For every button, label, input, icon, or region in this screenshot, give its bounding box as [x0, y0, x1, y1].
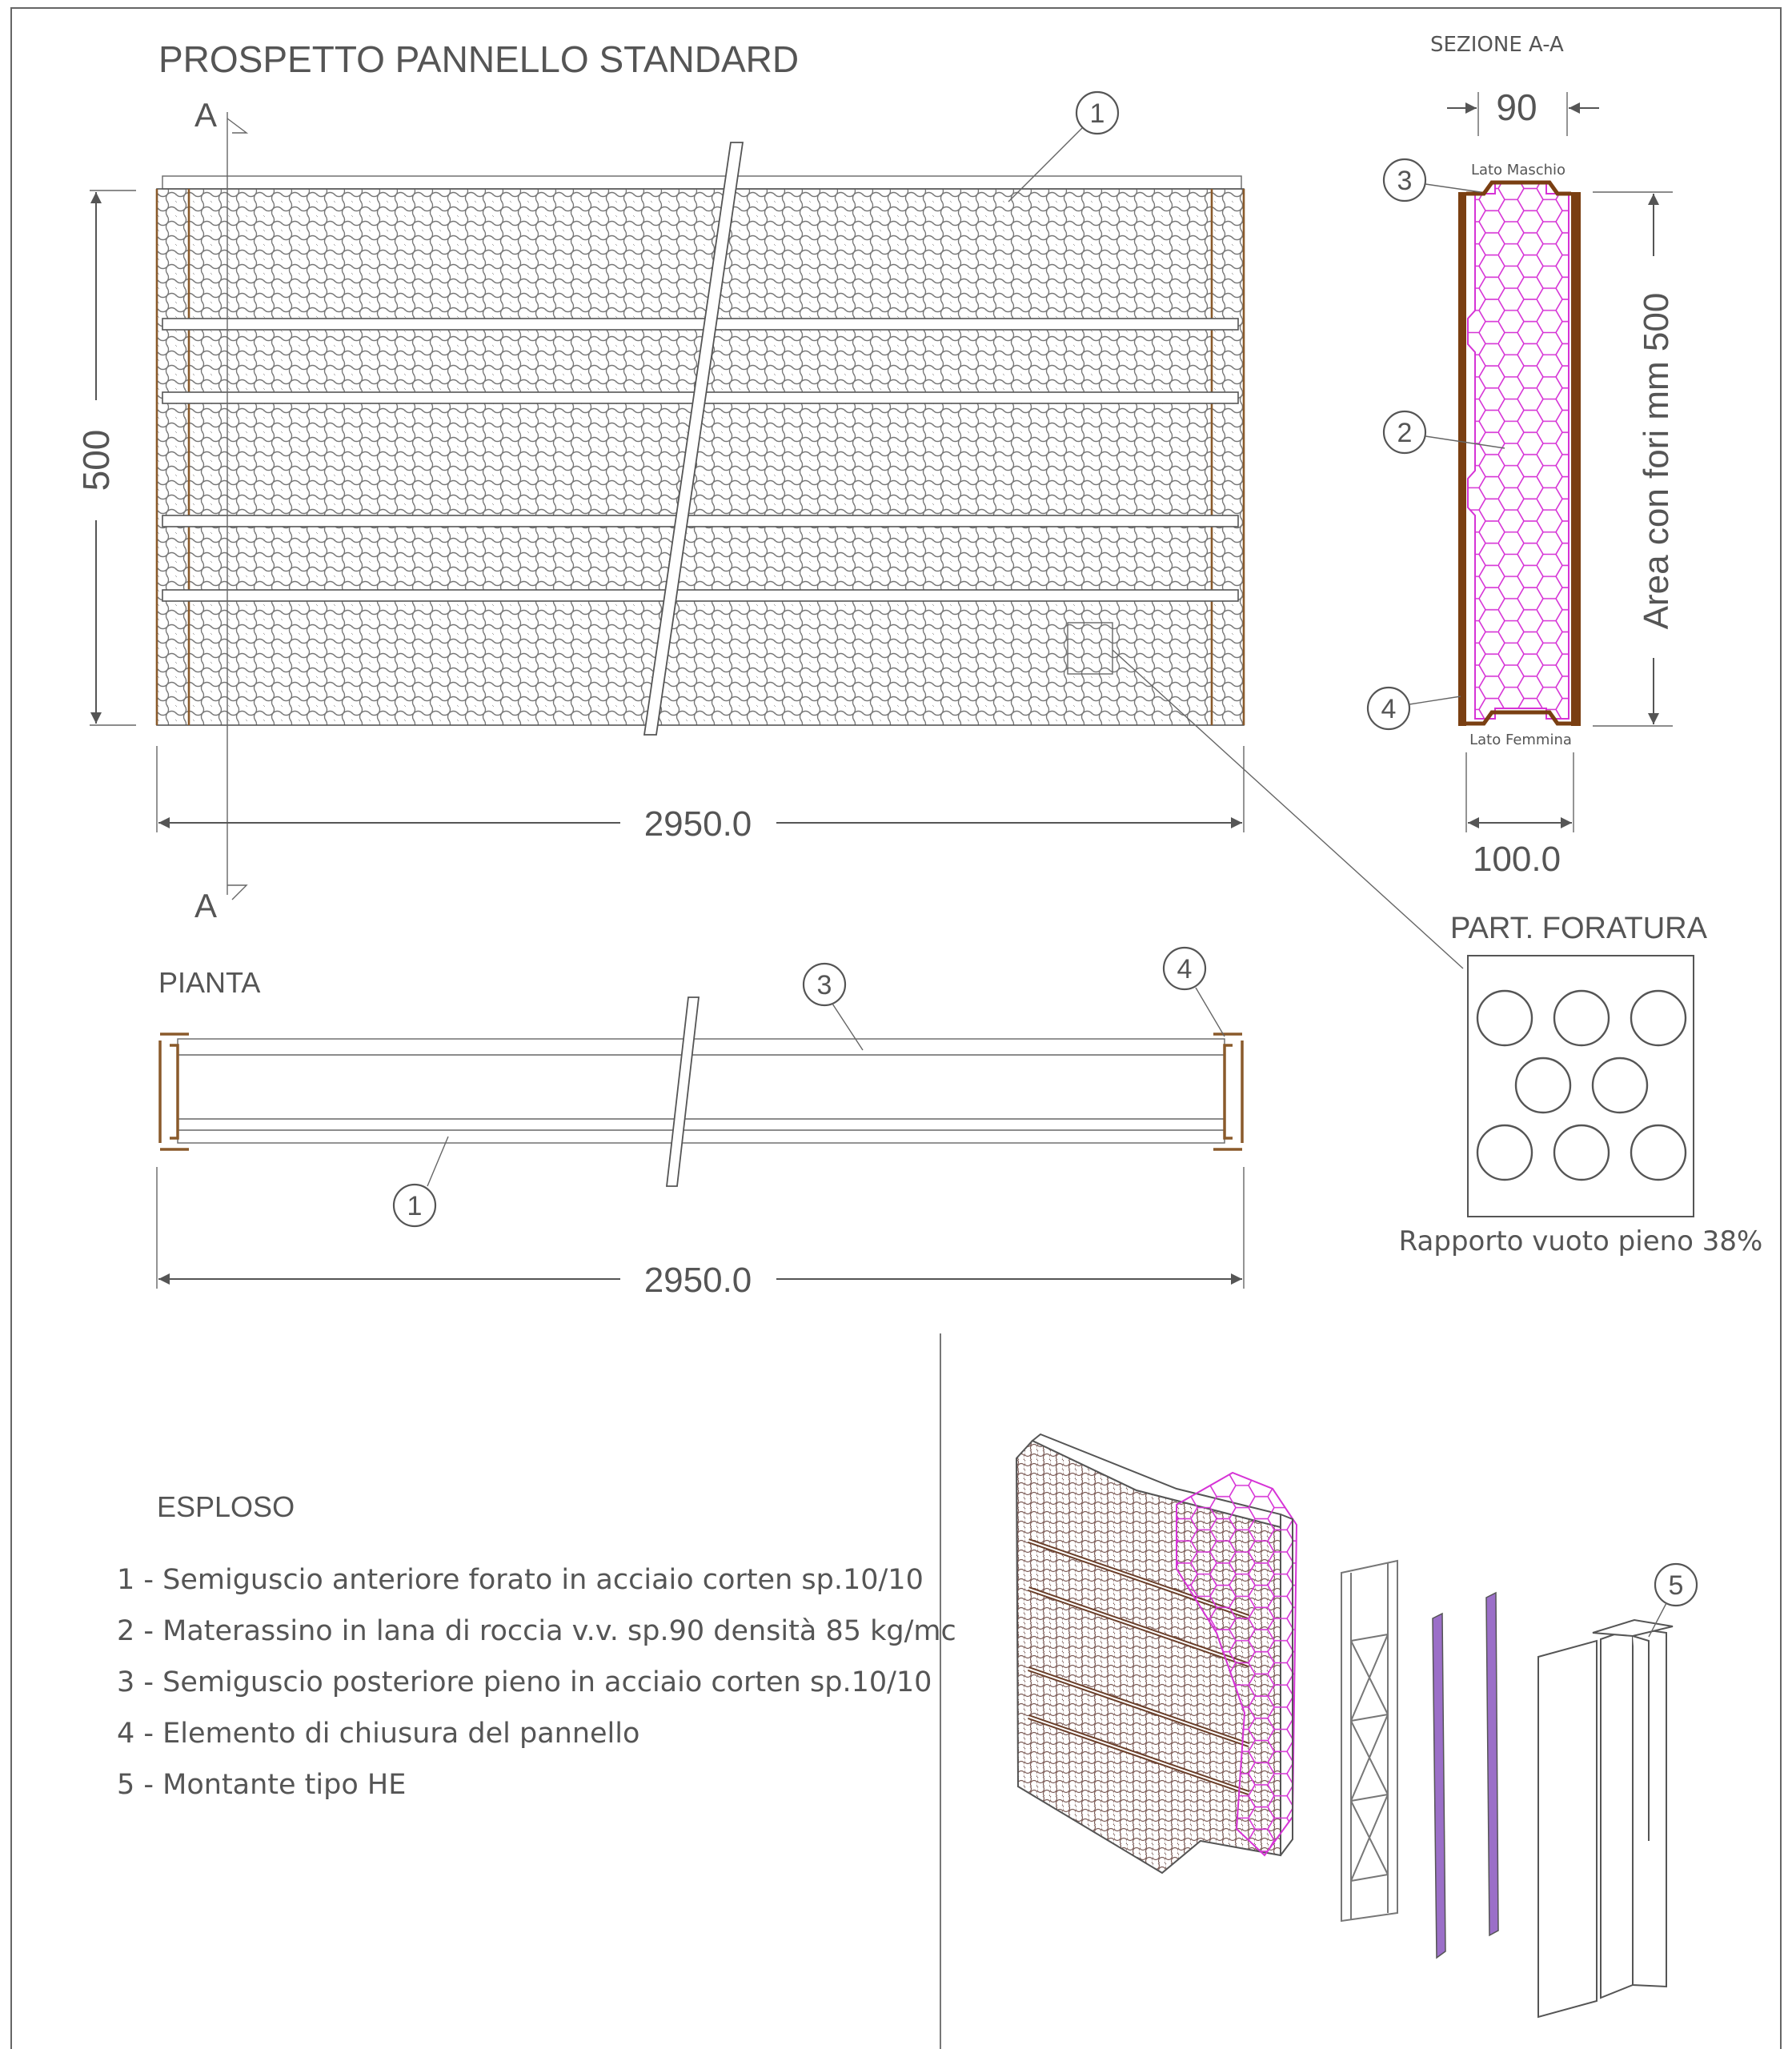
svg-text:3: 3 — [816, 970, 832, 1000]
front-shell-section — [1458, 192, 1466, 726]
detail-title: PART. FORATURA — [1450, 912, 1707, 945]
panel-perforated-face — [157, 189, 1244, 725]
svg-text:4: 4 — [1381, 694, 1397, 724]
plan-title: PIANTA — [158, 966, 261, 999]
svg-text:5: 5 — [1668, 1570, 1684, 1601]
legend-item-1: 1 - Semiguscio anteriore forato in acciaio corten sp.10/10 — [117, 1564, 924, 1596]
closure-strip-2 — [1486, 1593, 1498, 1935]
detail-caption: Rapporto vuoto pieno 38% — [1398, 1225, 1763, 1257]
section-label-bottom: Lato Femmina — [1469, 732, 1572, 748]
legend — [117, 1490, 956, 1801]
legend-item-4: 4 - Elemento di chiusura del pannello — [117, 1718, 640, 1750]
elevation-title: PROSPETTO PANNELLO STANDARD — [158, 38, 800, 80]
section-mark-bottom: A — [194, 887, 218, 924]
exploded-closure-element — [1341, 1561, 1397, 1921]
svg-text:1: 1 — [407, 1191, 423, 1221]
svg-text:3: 3 — [1397, 166, 1413, 196]
section-mark-top: A — [194, 96, 218, 134]
detail-frame — [1468, 956, 1694, 1217]
section-title: SEZIONE A-A — [1430, 33, 1564, 57]
he-profile — [1538, 1620, 1673, 2017]
section-thickness-top: 90 — [1496, 86, 1537, 128]
perforation-detail — [1399, 912, 1763, 1257]
detail-leader — [1112, 650, 1463, 968]
insulation-core — [1468, 182, 1569, 719]
section-view — [1368, 33, 1676, 879]
svg-text:2: 2 — [1397, 418, 1413, 448]
exploded-title: ESPLOSO — [157, 1490, 295, 1523]
legend-item-2: 2 - Materassino in lana di roccia v.v. sp.90 densità 85 kg/mc — [117, 1615, 956, 1647]
plan-width-dim: 2950.0 — [643, 1261, 752, 1300]
section-vertical-label: Area con fori mm 500 — [1637, 292, 1676, 630]
svg-text:4: 4 — [1177, 954, 1193, 984]
svg-text:1: 1 — [1089, 98, 1105, 129]
section-thickness-bottom: 100.0 — [1472, 840, 1561, 879]
legend-item-3: 3 - Semiguscio posteriore pieno in acciaio corten sp.10/10 — [117, 1666, 932, 1698]
elevation-width-dim: 2950.0 — [643, 804, 752, 844]
legend-item-5: 5 - Montante tipo HE — [117, 1769, 407, 1801]
closure-strip-1 — [1433, 1614, 1445, 1958]
exploded-view — [1016, 1434, 1697, 2017]
elevation-view — [75, 38, 1463, 968]
section-label-top: Lato Maschio — [1470, 162, 1566, 178]
plan-view — [157, 948, 1244, 1300]
back-shell-section — [1571, 192, 1581, 726]
panel-top-profile — [162, 176, 1241, 189]
elevation-height-dim: 500 — [75, 429, 117, 491]
